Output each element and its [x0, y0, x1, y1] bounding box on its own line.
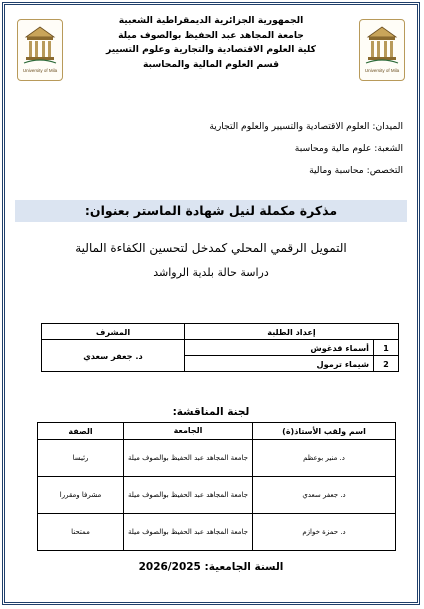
field-specialty: التخصص: محاسبة ومالية — [309, 165, 403, 176]
field-domain: الميدان: العلوم الاقتصادية والتسيير والعلوم التجارية — [209, 121, 403, 132]
program-fields — [19, 116, 403, 182]
committee-row — [38, 477, 396, 514]
supervisor-name: د. جعفر سعدي — [42, 340, 185, 372]
students-table-header-row — [42, 324, 399, 340]
member-university: جامعة المجاهد عبد الحفيظ بوالصوف ميلة — [124, 440, 253, 477]
member-name: د. منير بوعظم — [253, 440, 396, 477]
university-line: جامعة المجاهد عبد الحفيظ بوالصوف ميلة — [118, 29, 304, 41]
students-header: إعداد الطلبة — [185, 324, 399, 340]
committee-row — [38, 514, 396, 551]
student-number: 1 — [374, 340, 399, 356]
member-role: ممتحنا — [38, 514, 124, 551]
university-crest-icon — [362, 23, 402, 67]
col-header-role: الصفة — [38, 423, 124, 440]
col-header-name: اسم ولقب الأستاذ(ة) — [253, 423, 396, 440]
university-logo-left — [17, 19, 63, 81]
thesis-subtitle: دراسة حالة بلدية الرواشد — [153, 266, 269, 279]
member-name: د. حمزة خوازم — [253, 514, 396, 551]
student-name: شيماء ترمول — [185, 356, 374, 372]
memo-heading: مذكرة مكملة لنيل شهادة الماستر بعنوان: — [15, 200, 407, 222]
member-name: د. جعفر سعدي — [253, 477, 396, 514]
field-branch: الشعبة: علوم مالية ومحاسبة — [294, 143, 403, 154]
committee-title: لجنة المناقشة: — [172, 406, 250, 418]
student-number: 2 — [374, 356, 399, 372]
institution-header — [65, 14, 357, 72]
member-university: جامعة المجاهد عبد الحفيظ بوالصوف ميلة — [124, 514, 253, 551]
university-crest-icon — [20, 23, 60, 67]
logo-caption: University of Mila — [364, 68, 400, 73]
member-university: جامعة المجاهد عبد الحفيظ بوالصوف ميلة — [124, 477, 253, 514]
department-line: قسم العلوم المالية والمحاسبة — [142, 58, 280, 70]
committee-header-row — [38, 423, 396, 440]
republic-line: الجمهورية الجزائرية الديمقراطية الشعبية — [118, 15, 304, 26]
committee-row — [38, 440, 396, 477]
thesis-title: التمويل الرقمي المحلي كمدخل لتحسين الكفاءة المالية — [75, 241, 347, 255]
student-row — [42, 340, 399, 356]
students-table — [41, 323, 399, 372]
student-name: أسماء قدغوش — [185, 340, 374, 356]
document-page — [2, 2, 420, 605]
faculty-line: كلية العلوم الاقتصادية والتجارية وعلوم التسيير — [105, 44, 317, 55]
member-role: رئيسا — [38, 440, 124, 477]
col-header-university: الجامعة — [124, 423, 253, 440]
logo-caption: University of Mila — [22, 68, 58, 73]
supervisor-header: المشرف — [42, 324, 185, 340]
committee-table — [37, 422, 396, 551]
member-role: مشرفا ومقررا — [38, 477, 124, 514]
academic-year: السنة الجامعية: 2026/2025 — [138, 561, 284, 573]
university-logo-right — [359, 19, 405, 81]
